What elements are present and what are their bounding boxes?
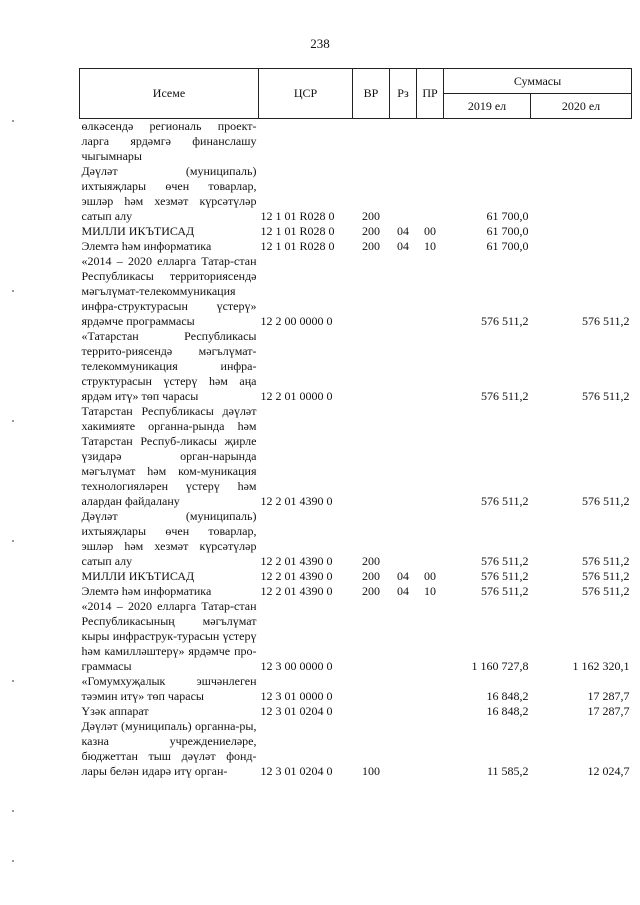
cell-rz xyxy=(390,329,417,404)
cell-rz xyxy=(390,704,417,719)
cell-s2019: 16 848,2 xyxy=(486,704,529,718)
table-row xyxy=(80,404,632,509)
cell-csr: 12 1 01 R028 0 xyxy=(260,209,335,223)
cell-csr: 12 2 01 4390 0 xyxy=(260,554,333,568)
cell-csr: 12 2 01 4390 0 xyxy=(260,569,333,583)
cell-s2020 xyxy=(531,164,632,224)
cell-s2019: 576 511,2 xyxy=(480,494,529,508)
cell-pr: 00 xyxy=(424,569,436,583)
cell-pr: 00 xyxy=(424,224,436,238)
cell-name: Дәүләт (муниципаль) ихтыяҗлары өчен товарлар, эшләр һәм хезмәт күрсәтүләр сатып алу xyxy=(81,164,257,223)
cell-s2020: 12 024,7 xyxy=(587,764,630,778)
cell-pr xyxy=(417,254,444,329)
cell-s2019: 16 848,2 xyxy=(486,689,529,703)
cell-name: өлкәсендә региональ проект-ларга ярдәмгә финанслашу чыгымнары xyxy=(81,119,257,163)
cell-name: Дәүләт (муниципаль) ихтыяҗлары өчен товарлар, эшләр һәм хезмәт күрсәтүләр сатып алу xyxy=(81,509,257,568)
cell-vr: 200 xyxy=(362,584,380,598)
cell-pr xyxy=(417,719,444,779)
cell-pr xyxy=(417,329,444,404)
cell-s2019: 576 511,2 xyxy=(480,584,529,598)
cell-s2020: 576 511,2 xyxy=(581,314,630,328)
cell-s2019: 576 511,2 xyxy=(480,389,529,403)
cell-pr xyxy=(417,509,444,569)
cell-csr: 12 2 01 4390 0 xyxy=(260,494,333,508)
cell-name: Элемтә һәм информатика xyxy=(81,584,212,598)
cell-s2019: 576 511,2 xyxy=(480,554,529,568)
cell-pr xyxy=(417,599,444,674)
table-row xyxy=(80,254,632,329)
cell-vr: 200 xyxy=(362,239,380,253)
cell-s2020: 576 511,2 xyxy=(581,554,630,568)
cell-rz xyxy=(390,254,417,329)
header-vr: ВР xyxy=(353,69,390,119)
cell-rz: 04 xyxy=(397,239,409,253)
table-row xyxy=(80,224,632,239)
budget-table xyxy=(79,68,632,779)
cell-csr: 12 3 00 0000 0 xyxy=(260,659,333,673)
cell-csr xyxy=(259,119,353,165)
cell-name: Татарстан Республикасы дәүләт хакимияте органна-рында һәм Татарстан Респуб-ликасы җирле үзидарә орган-нарында мәгълүмат һәм ком-муникация технологияләрен үстерү һәм алардан файдалану xyxy=(81,404,257,508)
cell-csr: 12 1 01 R028 0 xyxy=(260,224,335,238)
cell-rz: 04 xyxy=(397,224,409,238)
cell-s2020: 576 511,2 xyxy=(581,584,630,598)
cell-pr: 10 xyxy=(424,584,436,598)
cell-pr xyxy=(417,674,444,704)
table-row xyxy=(80,509,632,569)
cell-s2020: 576 511,2 xyxy=(581,494,630,508)
cell-s2020: 576 511,2 xyxy=(581,389,630,403)
table-row xyxy=(80,164,632,224)
cell-rz: 04 xyxy=(397,584,409,598)
cell-vr xyxy=(353,254,390,329)
cell-name: МИЛЛИ ИКЪТИСАД xyxy=(81,569,195,583)
cell-name: Үзәк аппарат xyxy=(81,704,149,718)
cell-vr xyxy=(353,119,390,165)
cell-s2020: 17 287,7 xyxy=(587,689,630,703)
cell-rz xyxy=(390,509,417,569)
header-name: Исеме xyxy=(80,69,259,119)
cell-vr xyxy=(353,674,390,704)
table-row xyxy=(80,329,632,404)
cell-csr: 12 2 01 0000 0 xyxy=(260,389,333,403)
cell-csr: 12 2 01 4390 0 xyxy=(260,584,333,598)
cell-csr: 12 1 01 R028 0 xyxy=(260,239,335,253)
table-body xyxy=(80,119,632,780)
cell-name: Дәүләт (муниципаль) органна-ры, казна учреждениеләре, бюджеттан тыш дәүләт фонд-лары белән идарә итү орган- xyxy=(81,719,257,778)
cell-vr: 200 xyxy=(362,224,380,238)
cell-csr: 12 3 01 0204 0 xyxy=(260,764,333,778)
cell-s2019 xyxy=(444,119,531,165)
page-number: 238 xyxy=(310,36,330,51)
header-sums: Суммасы xyxy=(444,69,632,94)
table-row xyxy=(80,704,632,719)
cell-name: «2014 – 2020 елларга Татар-стан Республикасының мәгълүмат кыры инфраструк-турасын үстерү һәм камилләштерү» ярдәмче про-граммасы xyxy=(81,599,257,673)
cell-s2019: 576 511,2 xyxy=(480,569,529,583)
cell-pr xyxy=(417,164,444,224)
cell-rz xyxy=(390,164,417,224)
cell-pr xyxy=(417,119,444,165)
cell-rz xyxy=(390,404,417,509)
cell-pr: 10 xyxy=(424,239,436,253)
table-row xyxy=(80,674,632,704)
cell-s2020: 576 511,2 xyxy=(581,569,630,583)
header-csr: ЦСР xyxy=(259,69,353,119)
table-row xyxy=(80,119,632,165)
header-rz: Рз xyxy=(390,69,417,119)
cell-rz xyxy=(390,599,417,674)
cell-vr: 100 xyxy=(362,764,380,778)
cell-s2019: 61 700,0 xyxy=(486,209,529,223)
cell-s2020: 1 162 320,1 xyxy=(572,659,630,673)
cell-s2020 xyxy=(531,239,632,254)
cell-vr xyxy=(353,329,390,404)
cell-rz: 04 xyxy=(397,569,409,583)
margin-dots xyxy=(12,120,14,880)
table-row xyxy=(80,239,632,254)
cell-s2019: 576 511,2 xyxy=(480,314,529,328)
cell-s2019: 11 585,2 xyxy=(486,764,529,778)
cell-name: «Татарстан Республикасы террито-риясендә мәгълүмат-телекоммуникация инфра-структурасын үстерү һәм аңа ярдәм итү» төп чарасы xyxy=(81,329,257,403)
cell-name: «Гомумхуҗалык эшчәнлеген тәэмин итү» төп чарасы xyxy=(81,674,257,703)
table-row xyxy=(80,569,632,584)
cell-s2019: 61 700,0 xyxy=(486,239,529,253)
cell-name: «2014 – 2020 елларга Татар-стан Республикасы территориясендә мәгълүмат-телекоммуникация инфра-структурасын үстерү» ярдәмче программасы xyxy=(81,254,257,328)
cell-s2020 xyxy=(531,224,632,239)
cell-vr xyxy=(353,599,390,674)
table-row xyxy=(80,719,632,779)
cell-rz xyxy=(390,719,417,779)
table-row xyxy=(80,599,632,674)
cell-rz xyxy=(390,674,417,704)
header-pr: ПР xyxy=(417,69,444,119)
cell-csr: 12 3 01 0204 0 xyxy=(260,704,333,718)
cell-s2019: 61 700,0 xyxy=(486,224,529,238)
cell-csr: 12 2 00 0000 0 xyxy=(260,314,333,328)
cell-rz xyxy=(390,119,417,165)
cell-name: Элемтә һәм информатика xyxy=(81,239,212,253)
cell-vr xyxy=(353,704,390,719)
cell-vr: 200 xyxy=(362,554,380,568)
cell-vr xyxy=(353,404,390,509)
cell-pr xyxy=(417,404,444,509)
cell-pr xyxy=(417,704,444,719)
cell-s2020 xyxy=(531,119,632,165)
cell-s2020: 17 287,7 xyxy=(587,704,630,718)
header-year-2019: 2019 ел xyxy=(444,94,531,119)
cell-name: МИЛЛИ ИКЪТИСАД xyxy=(81,224,195,238)
cell-s2019: 1 160 727,8 xyxy=(471,659,529,673)
cell-csr: 12 3 01 0000 0 xyxy=(260,689,333,703)
header-year-2020: 2020 ел xyxy=(531,94,632,119)
cell-vr: 200 xyxy=(362,569,380,583)
cell-vr: 200 xyxy=(362,209,380,223)
table-row xyxy=(80,584,632,599)
